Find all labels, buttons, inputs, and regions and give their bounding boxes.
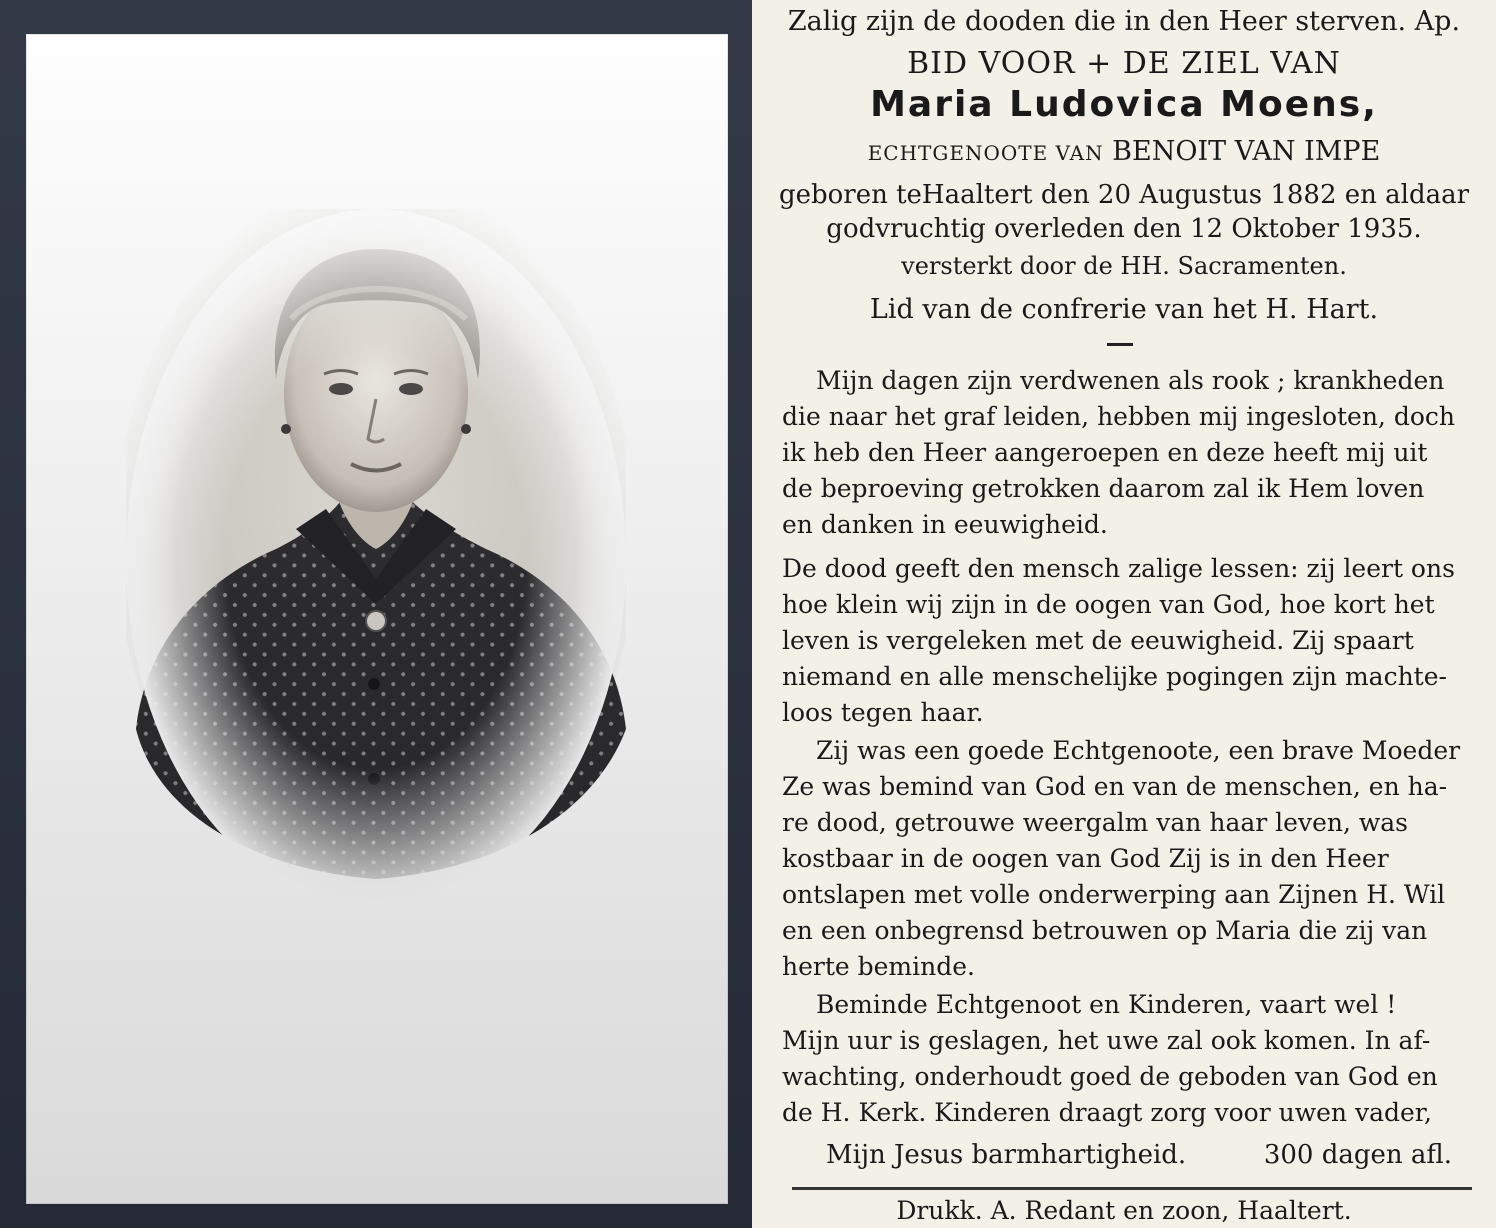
portrait-photo	[126, 209, 626, 909]
paragraph-line: en een onbegrensd betrouwen op Maria die zij van	[782, 916, 1428, 945]
closing-prayer: Mijn Jesus barmhartigheid.	[826, 1140, 1187, 1170]
paragraph-line: leven is vergeleken met de eeuwigheid. Zij spaart	[782, 626, 1414, 655]
spouse-prefix: ECHTGENOOTE VAN	[867, 141, 1104, 165]
sacraments-line: versterkt door de HH. Sacramenten.	[901, 252, 1347, 280]
paragraph-line: Beminde Echtgenoot en Kinderen, vaart wel !	[816, 990, 1397, 1019]
paragraph-line: ik heb den Heer aangeroepen en deze heeft mij uit	[782, 438, 1428, 467]
paragraph-line: die naar het graf leiden, hebben mij ingesloten, doch	[782, 402, 1455, 431]
footer-divider	[792, 1187, 1472, 1190]
spouse-line	[752, 136, 1496, 167]
paragraph-line: re dood, getrouwe weergalm van haar leven, was	[782, 808, 1409, 837]
confraternity-line: Lid van de confrerie van het H. Hart.	[869, 294, 1379, 325]
printer-credit: Drukk. A. Redant en zoon, Haaltert.	[896, 1196, 1352, 1225]
birth-line: geboren teHaaltert den 20 Augustus 1882 en aldaar	[778, 180, 1470, 210]
indulgence: 300 dagen afl.	[1263, 1140, 1452, 1170]
text-card	[752, 0, 1496, 1228]
paragraph-line: Ze was bemind van God en van de menschen, en ha-	[782, 772, 1448, 801]
paragraph-line: herte beminde.	[782, 952, 975, 981]
paragraph-line: loos tegen haar.	[782, 698, 984, 727]
paragraph-line: kostbaar in de oogen van God Zij is in den Heer	[782, 844, 1389, 873]
prayer-request: BID VOOR + DE ZIEL VAN	[907, 46, 1341, 81]
paragraph-line: niemand en alle menschelijke pogingen zijn machte-	[782, 662, 1447, 691]
paragraph-line: en danken in eeuwigheid.	[782, 510, 1108, 539]
paragraph-line: Zij was een goede Echtgenoote, een brave Moeder	[816, 736, 1461, 765]
deceased-name: Maria Ludovica Moens,	[870, 84, 1378, 125]
paragraph-line: de beproeving getrokken daarom zal ik Hem loven	[782, 474, 1425, 503]
paragraph-line: Mijn uur is geslagen, het uwe zal ook komen. In af-	[782, 1026, 1431, 1055]
photo-mount	[26, 34, 728, 1204]
spouse-name: BENOIT VAN IMPE	[1112, 136, 1381, 167]
divider	[1107, 343, 1133, 346]
scripture-quote: Zalig zijn de dooden die in den Heer sterven. Ap.	[787, 6, 1461, 37]
paragraph-line: Mijn dagen zijn verdwenen als rook ; krankheden	[816, 366, 1445, 395]
paragraph-line: ontslapen met volle onderwerping aan Zijnen H. Wil	[782, 880, 1446, 909]
death-line: godvruchtig overleden den 12 Oktober 1935.	[826, 214, 1422, 244]
paragraph-line: wachting, onderhoudt goed de geboden van God en	[782, 1062, 1438, 1091]
paragraph-line: De dood geeft den mensch zalige lessen: zij leert ons	[782, 554, 1455, 583]
paragraph-line: hoe klein wij zijn in de oogen van God, hoe kort het	[782, 590, 1435, 619]
paragraph-line: de H. Kerk. Kinderen draagt zorg voor uwen vader,	[782, 1098, 1432, 1127]
